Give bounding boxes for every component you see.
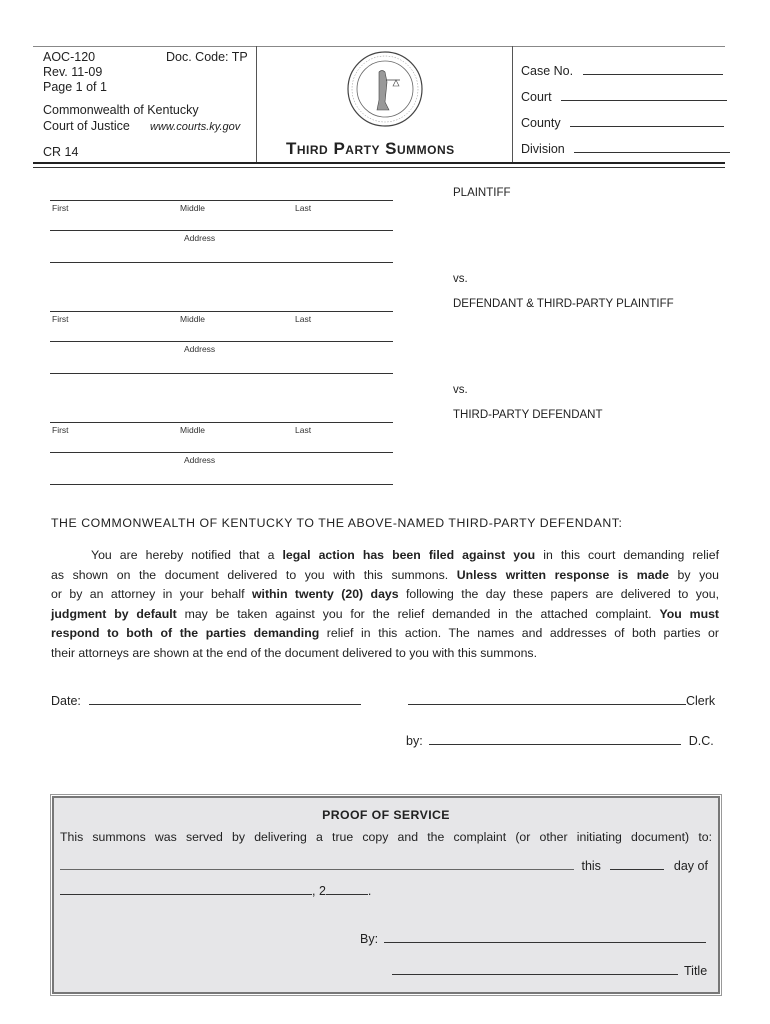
notice-text: may be taken against you for the relief demanded in the attached complaint.: [176, 606, 660, 621]
notice-line: [51, 568, 719, 582]
notice-text: You are hereby notified that a: [91, 548, 283, 562]
address-label: Address: [184, 455, 216, 465]
first-label: First: [52, 314, 69, 324]
served-by-field[interactable]: [360, 930, 706, 946]
form-title: Third Party Summons: [286, 139, 455, 158]
address-field[interactable]: [50, 341, 393, 342]
header-bottom-rule: [33, 167, 725, 168]
address-field[interactable]: [50, 452, 393, 453]
served-date-field[interactable]: [60, 882, 371, 898]
party-role: DEFENDANT & THIRD-PARTY PLAINTIFF: [453, 298, 674, 310]
header-divider: [256, 46, 257, 163]
name-field[interactable]: [50, 422, 393, 423]
notice-line: [51, 626, 719, 640]
header-bottom-rule: [33, 162, 725, 164]
name-field[interactable]: [50, 311, 393, 312]
address-label: Address: [184, 344, 216, 354]
middle-label: Middle: [180, 425, 206, 435]
address-field-2[interactable]: [50, 484, 393, 485]
form-number: AOC-120: [43, 50, 96, 64]
last-label: Last: [295, 425, 312, 435]
doc-code: Doc. Code: TP: [166, 50, 248, 64]
middle-label: Middle: [180, 314, 206, 324]
proof-heading: PROOF OF SERVICE: [322, 808, 450, 822]
notice-heading: THE COMMONWEALTH OF KENTUCKY TO THE ABOVE-NAMED THIRD-PARTY DEFENDANT:: [51, 516, 623, 530]
notice-text: relief in this action. The names and addresses of both parties or: [319, 626, 719, 641]
dc-label: D.C.: [688, 734, 714, 748]
notice-emphasis: respond to both of the parties demanding: [51, 626, 320, 641]
website-link[interactable]: www.courts.ky.gov: [150, 121, 241, 133]
notice-text: as shown on the document delivered to you with this summons.: [51, 567, 457, 582]
notice-text: by you: [668, 567, 719, 582]
by-label: by:: [406, 734, 423, 748]
court-name: Court of Justice: [43, 119, 130, 133]
notice-text: or by an attorney in your behalf: [51, 587, 252, 602]
county-label: County: [521, 116, 561, 130]
header-top-rule: [33, 46, 725, 47]
date-field[interactable]: [51, 692, 361, 708]
court-seal-icon: [346, 50, 424, 128]
year-prefix: , 2: [312, 884, 326, 898]
address-field-2[interactable]: [50, 373, 393, 374]
deputy-clerk-field[interactable]: [406, 732, 714, 748]
case-no-field[interactable]: [521, 62, 723, 78]
division-label: Division: [521, 142, 565, 156]
notice-line: [51, 646, 719, 660]
day-of-label: day of: [673, 859, 708, 873]
notice-emphasis: Unless written response is made: [456, 567, 669, 582]
clerk-label: Clerk: [686, 694, 716, 708]
proof-of-service-box: [52, 796, 720, 994]
first-label: First: [52, 425, 69, 435]
notice-emphasis: You must: [659, 606, 720, 621]
notice-text: in this court demanding relief: [535, 548, 719, 562]
case-no-label: Case No.: [521, 64, 574, 78]
court-label: Court: [521, 90, 552, 104]
county-field[interactable]: [521, 114, 724, 130]
rule-reference: CR 14: [43, 145, 79, 159]
served-to-field[interactable]: [60, 857, 708, 873]
header-divider: [512, 46, 513, 163]
first-label: First: [52, 203, 69, 213]
jurisdiction: Commonwealth of Kentucky: [43, 103, 199, 117]
vs-label: vs.: [453, 273, 468, 285]
address-field-2[interactable]: [50, 262, 393, 263]
vs-label: vs.: [453, 384, 468, 396]
address-label: Address: [184, 233, 216, 243]
clerk-field[interactable]: [408, 692, 715, 708]
last-label: Last: [295, 314, 312, 324]
date-label: Date:: [51, 694, 81, 708]
address-field[interactable]: [50, 230, 393, 231]
party-role: THIRD-PARTY DEFENDANT: [453, 409, 603, 421]
notice-line: [91, 548, 719, 562]
middle-label: Middle: [180, 203, 206, 213]
page-number: Page 1 of 1: [43, 80, 107, 94]
notice-line: [51, 587, 719, 601]
notice-emphasis: legal action has been filed against you: [282, 548, 536, 562]
proof-text: This summons was served by delivering a true copy and the complaint (or other initiating document) to:: [60, 830, 712, 844]
division-field[interactable]: [521, 140, 730, 156]
court-field[interactable]: [521, 88, 727, 104]
notice-text: their attorneys are shown at the end of the document delivered to you with this summons.: [51, 646, 537, 660]
name-field[interactable]: [50, 200, 393, 201]
notice-line: [51, 607, 719, 621]
party-role: PLAINTIFF: [453, 187, 511, 199]
server-title-field[interactable]: [392, 962, 707, 978]
notice-emphasis: judgment by default: [51, 606, 177, 621]
last-label: Last: [295, 203, 312, 213]
notice-emphasis: within twenty (20) days: [251, 587, 399, 602]
title-label: Title: [684, 964, 708, 978]
by-label: By:: [360, 932, 379, 946]
revision: Rev. 11-09: [43, 65, 103, 79]
notice-text: following the day these papers are delivered to you,: [398, 587, 719, 602]
year-suffix: .: [367, 884, 372, 898]
this-label: this: [581, 859, 601, 873]
